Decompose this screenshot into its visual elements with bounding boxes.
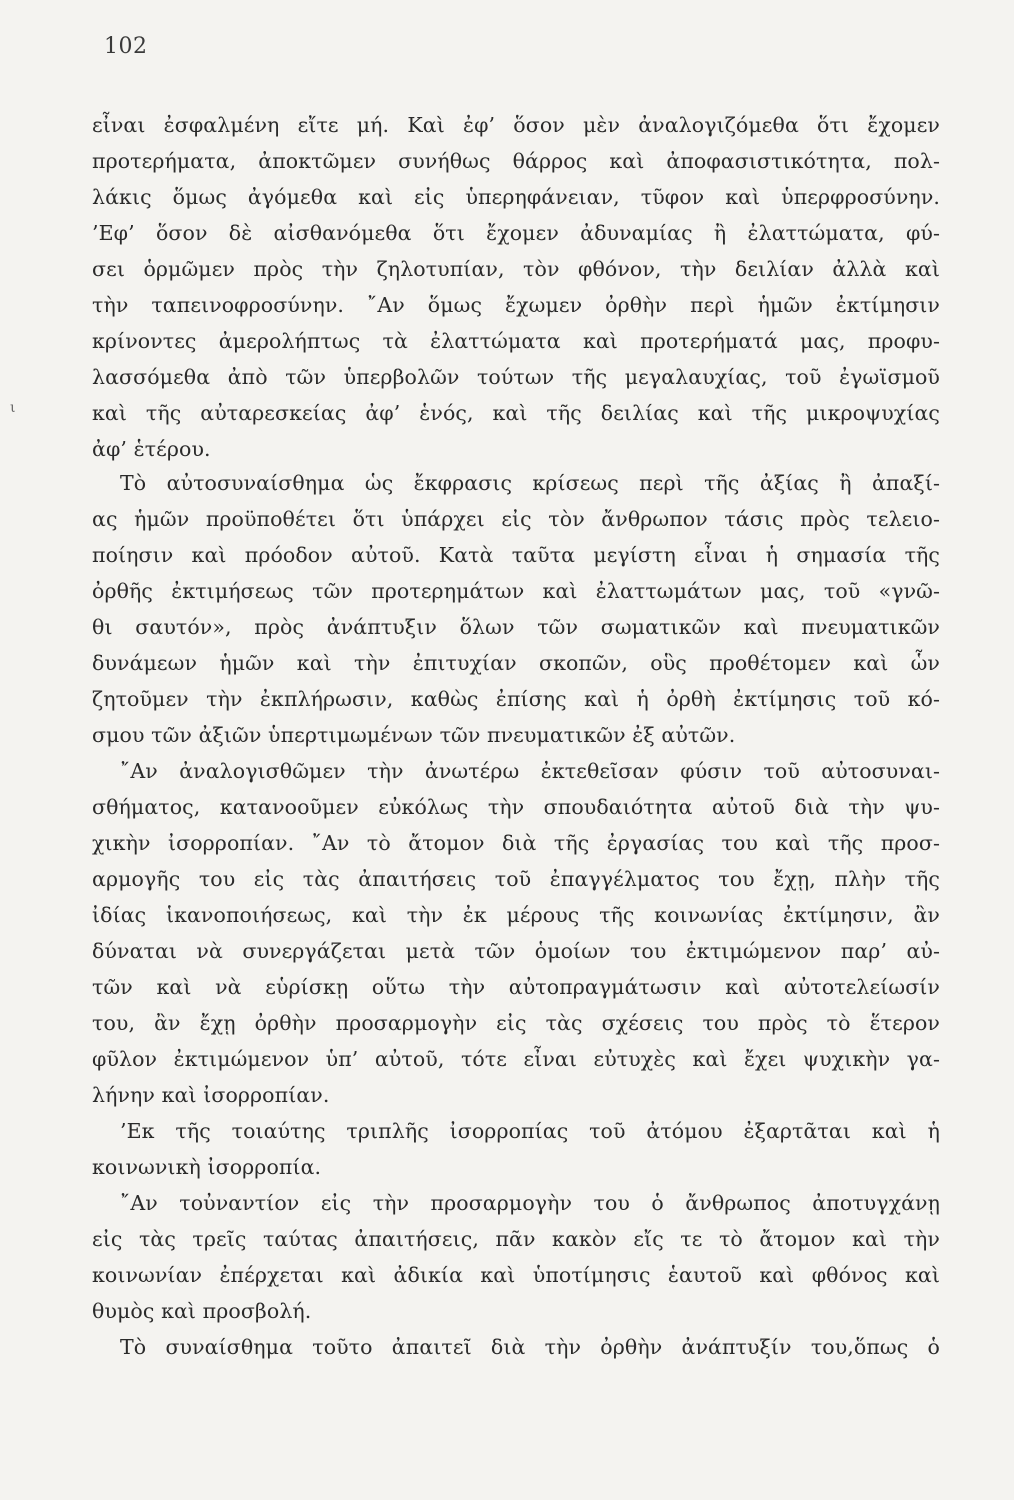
text-line: ῎Αν τοὐναντίον εἰς τὴν προσαρμογὴν του ὁ ἄνθρωπος ἀποτυγχάνῃ: [120, 1191, 940, 1215]
text-line: δύναται νὰ συνεργάζεται μετὰ τῶν ὁμοίων του ἐκτιμώμενον παρ’ αὐ-: [92, 939, 940, 963]
text-line: λάκις ὅμως ἀγόμεθα καὶ εἰς ὑπερηφάνειαν, τῦφον καὶ ὑπερφροσύνην.: [92, 185, 940, 209]
text-line: σμου τῶν ἀξιῶν ὑπερτιμωμένων τῶν πνευματικῶν ἐξ αὐτῶν.: [92, 723, 736, 747]
text-line: αρμογῆς του εἰς τὰς ἀπαιτήσεις τοῦ ἐπαγγέλματος του ἔχῃ, πλὴν τῆς: [92, 867, 940, 891]
text-line: τῶν καὶ νὰ εὑρίσκῃ οὕτω τὴν αὐτοπραγμάτωσιν καὶ αὐτοτελείωσίν: [92, 975, 940, 999]
page-number: 102: [104, 34, 148, 59]
text-line: ἀφ’ ἑτέρου.: [92, 437, 211, 461]
text-line: κοινωνικὴ ἰσορροπία.: [92, 1155, 322, 1179]
text-line: ποίησιν καὶ πρόοδον αὐτοῦ. Κατὰ ταῦτα μεγίστη εἶναι ἡ σημασία τῆς: [92, 543, 940, 567]
text-line: δυνάμεων ἡμῶν καὶ τὴν ἐπιτυχίαν σκοπῶν, οὓς προθέτομεν καὶ ὧν: [92, 651, 940, 675]
text-line: θι σαυτόν», πρὸς ἀνάπτυξιν ὅλων τῶν σωματικῶν καὶ πνευματικῶν: [92, 615, 940, 639]
text-line: Τὸ συναίσθημα τοῦτο ἀπαιτεῖ διὰ τὴν ὀρθὴν ἀνάπτυξίν του,ὅπως ὁ: [120, 1335, 940, 1359]
text-line: λασσόμεθα ἀπὸ τῶν ὑπερβολῶν τούτων τῆς μεγαλαυχίας, τοῦ ἐγωϊσμοῦ: [92, 365, 940, 389]
text-line: ἰδίας ἱκανοποιήσεως, καὶ τὴν ἐκ μέρους τῆς κοινωνίας ἐκτίμησιν, ἂν: [92, 903, 940, 927]
text-line: εἰς τὰς τρεῖς ταύτας ἀπαιτήσεις, πᾶν κακὸν εἴς τε τὸ ἄτομον καὶ τὴν: [92, 1227, 940, 1251]
text-line: ζητοῦμεν τὴν ἐκπλήρωσιν, καθὼς ἐπίσης καὶ ἡ ὀρθὴ ἐκτίμησις τοῦ κό-: [92, 687, 940, 711]
text-line: προτερήματα, ἀποκτῶμεν συνήθως θάρρος καὶ ἀποφασιστικότητα, πολ-: [92, 149, 940, 173]
text-line: ’Εκ τῆς τοιαύτης τριπλῆς ἰσορροπίας τοῦ ἀτόμου ἐξαρτᾶται καὶ ἡ: [120, 1119, 940, 1143]
text-line: ’Εφ’ ὅσον δὲ αἰσθανόμεθα ὅτι ἔχομεν ἀδυναμίας ἢ ἐλαττώματα, φύ-: [92, 221, 940, 245]
text-line: εἶναι ἐσφαλμένη εἴτε μή. Καὶ ἐφ’ ὅσον μὲν ἀναλογιζόμεθα ὅτι ἔχομεν: [92, 113, 940, 137]
text-line: κρίνοντες ἀμερολήπτως τὰ ἐλαττώματα καὶ προτερήματά μας, προφυ-: [92, 329, 940, 353]
text-line: σθήματος, κατανοοῦμεν εὐκόλως τὴν σπουδαιότητα αὐτοῦ διὰ τὴν ψυ-: [92, 795, 940, 819]
text-line: καὶ τῆς αὐταρεσκείας ἀφ’ ἑνός, καὶ τῆς δειλίας καὶ τῆς μικροψυχίας: [92, 401, 940, 425]
text-line: κοινωνίαν ἐπέρχεται καὶ ἀδικία καὶ ὑποτίμησις ἑαυτοῦ καὶ φθόνος καὶ: [92, 1263, 940, 1287]
text-line: φῦλον ἐκτιμώμενον ὑπ’ αὐτοῦ, τότε εἶναι εὐτυχὲς καὶ ἔχει ψυχικὴν γα-: [92, 1047, 940, 1071]
text-line: τὴν ταπεινοφροσύνην. ῎Αν ὅμως ἔχωμεν ὀρθὴν περὶ ἡμῶν ἐκτίμησιν: [92, 293, 940, 317]
text-line: ῎Αν ἀναλογισθῶμεν τὴν ἀνωτέρω ἐκτεθεῖσαν φύσιν τοῦ αὐτοσυναι-: [120, 759, 940, 783]
text-line: του, ἂν ἔχῃ ὀρθὴν προσαρμογὴν εἰς τὰς σχέσεις του πρὸς τὸ ἕτερον: [92, 1011, 940, 1035]
text-line: χικὴν ἰσορροπίαν. ῎Αν τὸ ἄτομον διὰ τῆς ἐργασίας του καὶ τῆς προσ-: [92, 831, 940, 855]
text-line: ας ἡμῶν προϋποθέτει ὅτι ὑπάρχει εἰς τὸν ἄνθρωπον τάσις πρὸς τελειο-: [92, 507, 940, 531]
margin-mark: ι: [10, 400, 16, 416]
text-line: σει ὁρμῶμεν πρὸς τὴν ζηλοτυπίαν, τὸν φθόνον, τὴν δειλίαν ἀλλὰ καὶ: [92, 257, 940, 281]
text-line: θυμὸς καὶ προσβολή.: [92, 1299, 312, 1323]
text-line: λήνην καὶ ἰσορροπίαν.: [92, 1083, 330, 1107]
text-line: Τὸ αὐτοσυναίσθημα ὡς ἔκφρασις κρίσεως περὶ τῆς ἀξίας ἢ ἀπαξί-: [120, 471, 940, 495]
text-line: ὀρθῆς ἐκτιμήσεως τῶν προτερημάτων καὶ ἐλαττωμάτων μας, τοῦ «γνῶ-: [92, 579, 940, 603]
